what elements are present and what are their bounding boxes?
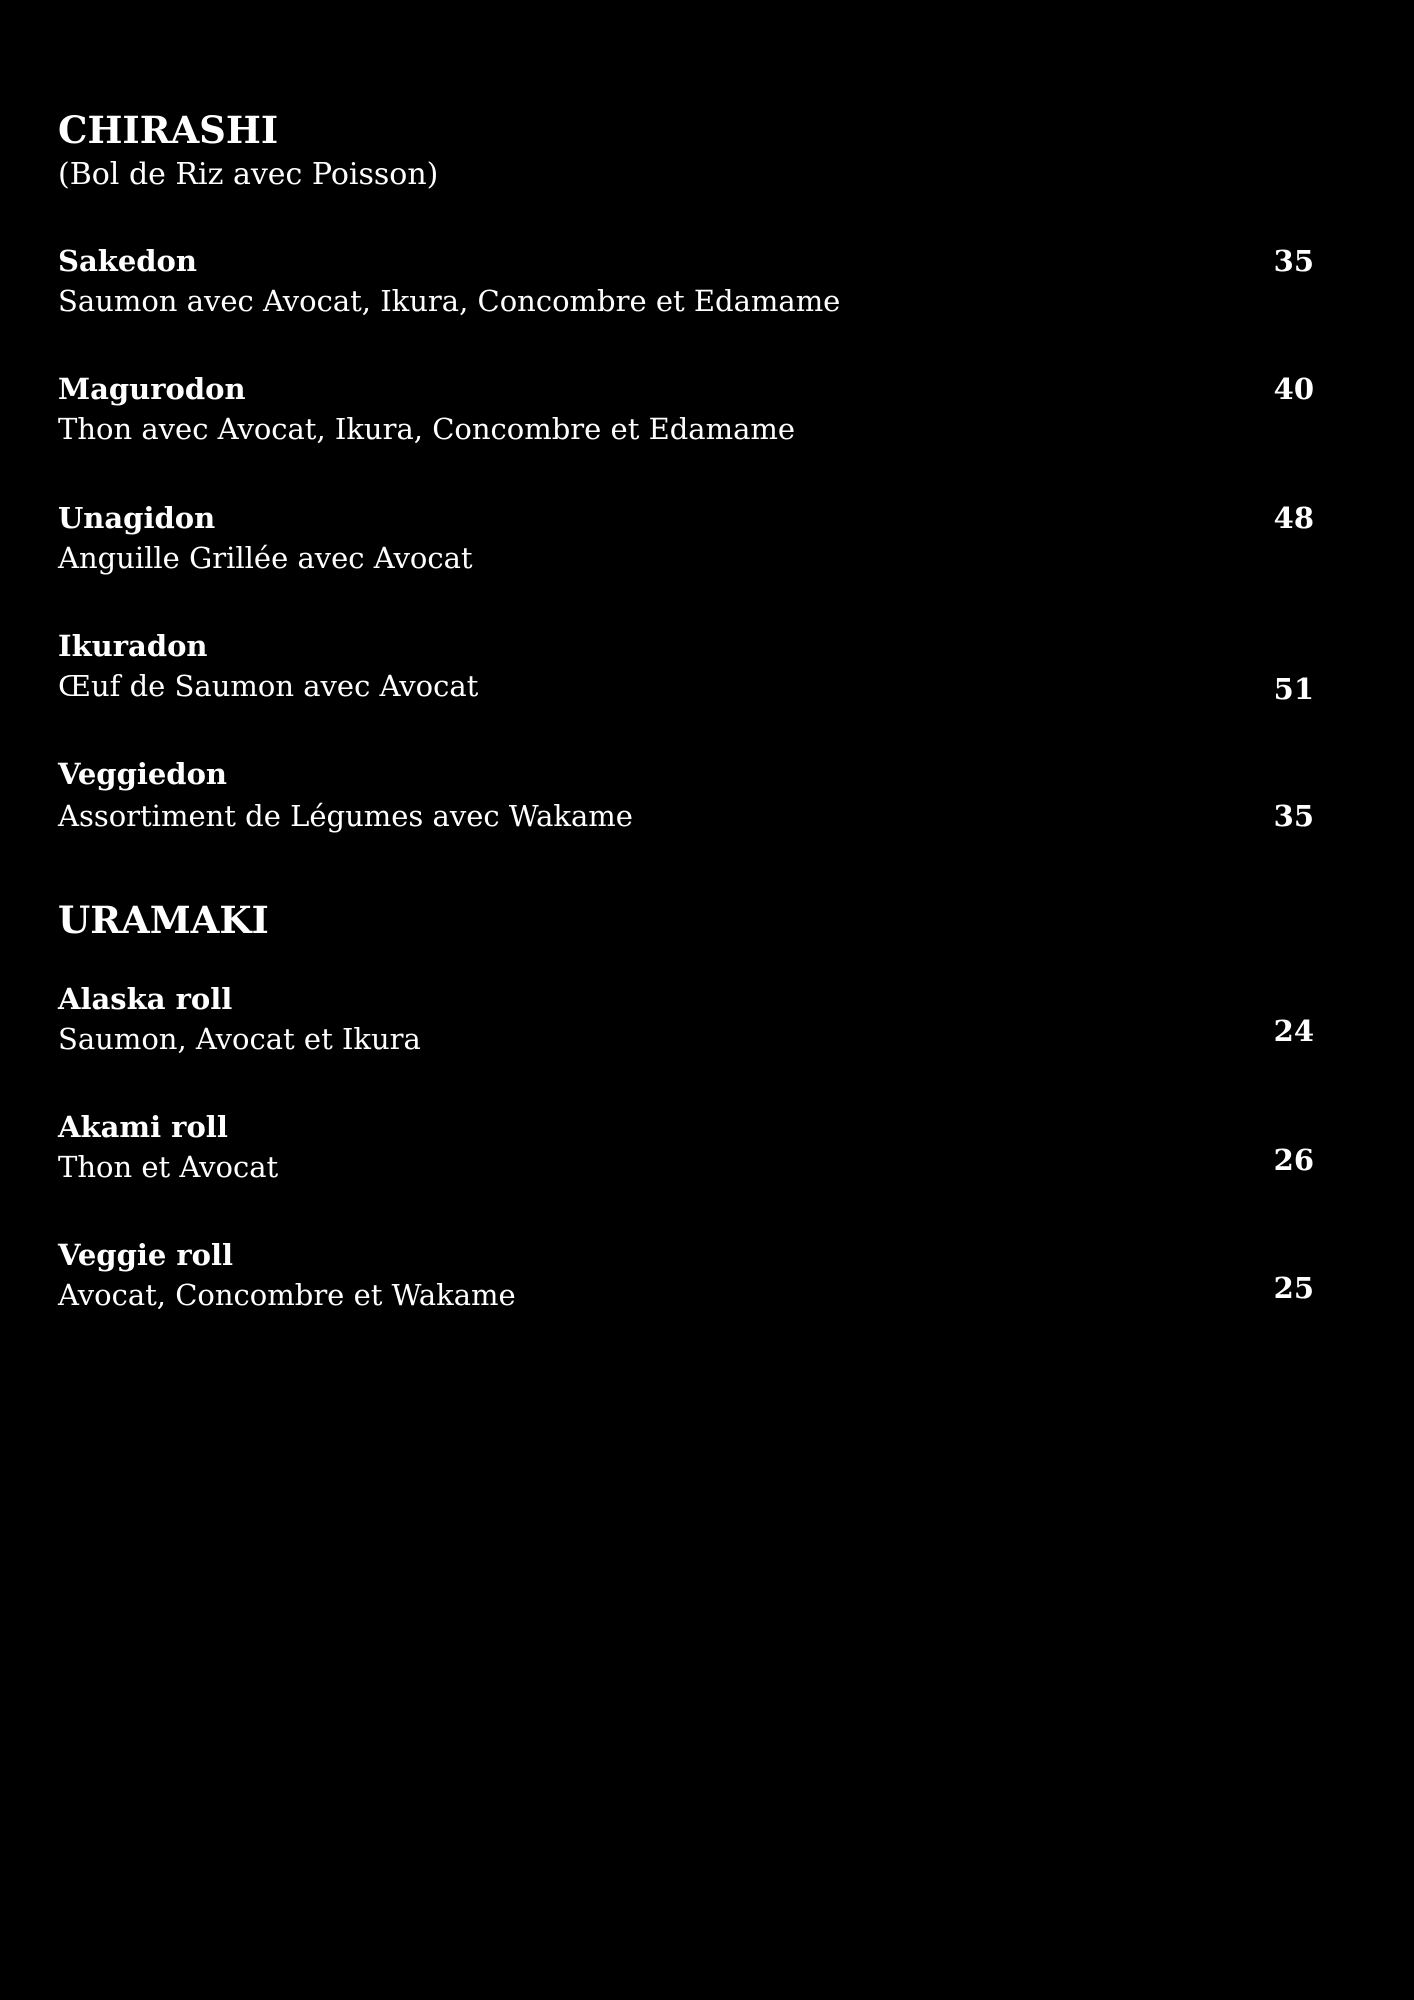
item-description: Œuf de Saumon avec Avocat [58, 669, 479, 703]
item-name: Veggie roll [58, 1238, 234, 1272]
uramaki-title: URAMAKI [58, 898, 269, 942]
item-description: Avocat, Concombre et Wakame [58, 1278, 516, 1312]
item-name: Akami roll [58, 1110, 228, 1144]
item-name: Unagidon [58, 501, 216, 535]
chirashi-title: CHIRASHI [58, 108, 279, 152]
item-price: 25 [1273, 1271, 1314, 1305]
item-price: 48 [1273, 501, 1314, 535]
item-description: Assortiment de Légumes avec Wakame [58, 799, 633, 833]
item-description: Thon et Avocat [58, 1150, 279, 1184]
item-description: Anguille Grillée avec Avocat [58, 541, 473, 575]
item-price: 35 [1273, 244, 1314, 278]
item-price: 24 [1273, 1014, 1314, 1048]
item-price: 51 [1273, 672, 1314, 706]
item-name: Ikuradon [58, 629, 208, 663]
item-price: 26 [1273, 1143, 1314, 1177]
item-name: Alaska roll [58, 982, 233, 1016]
item-name: Veggiedon [58, 757, 228, 791]
item-price: 35 [1273, 799, 1314, 833]
item-description: Saumon avec Avocat, Ikura, Concombre et Edamame [58, 284, 841, 318]
item-name: Sakedon [58, 244, 197, 278]
item-description: Thon avec Avocat, Ikura, Concombre et Edamame [58, 412, 796, 446]
item-price: 40 [1273, 372, 1314, 406]
chirashi-subtitle: (Bol de Riz avec Poisson) [58, 157, 439, 192]
item-name: Magurodon [58, 372, 246, 406]
item-description: Saumon, Avocat et Ikura [58, 1022, 421, 1056]
